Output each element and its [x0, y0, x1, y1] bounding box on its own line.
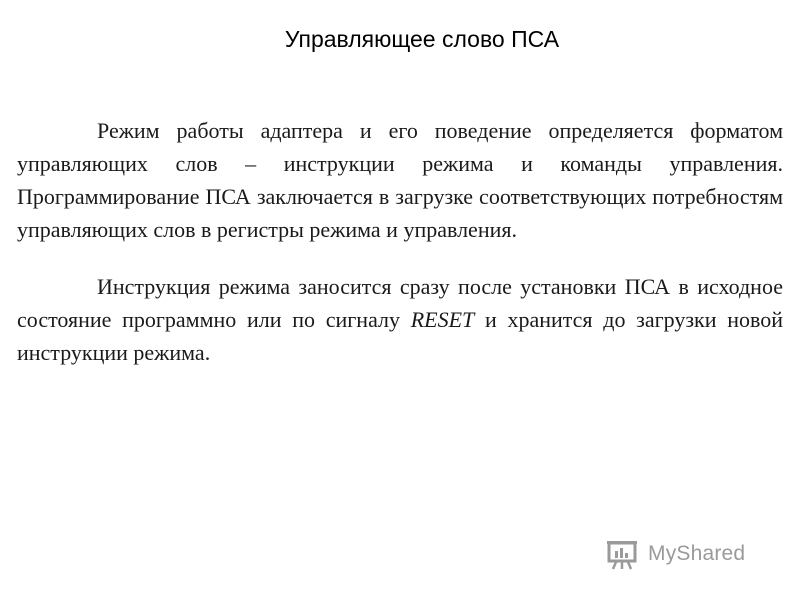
- paragraph-text-before: Инструкция режима заносится сразу после установки ПСА в исходное состояние программно или по сигналу: [17, 274, 783, 332]
- watermark: [606, 534, 776, 574]
- reset-signal: RESET: [410, 307, 475, 332]
- slide-body: [17, 114, 783, 369]
- paragraph-mode-behavior: Режим работы адаптера и его поведение определяется форматом управляющих слов – инструкции режима и команды управления. Программирование ПСА заключается в загрузке соответствующих потребностям управляющих слов в регистры режима и управления.: [17, 118, 783, 242]
- presentation-board-icon: [606, 537, 640, 571]
- paragraph-mode-instruction: [17, 270, 783, 369]
- paragraph-text-after: и хранится до загрузки новой инструкции режима.: [17, 307, 783, 365]
- slide-title: Управляющее слово ПСА: [284, 26, 560, 52]
- watermark-text: MyShared: [648, 542, 746, 565]
